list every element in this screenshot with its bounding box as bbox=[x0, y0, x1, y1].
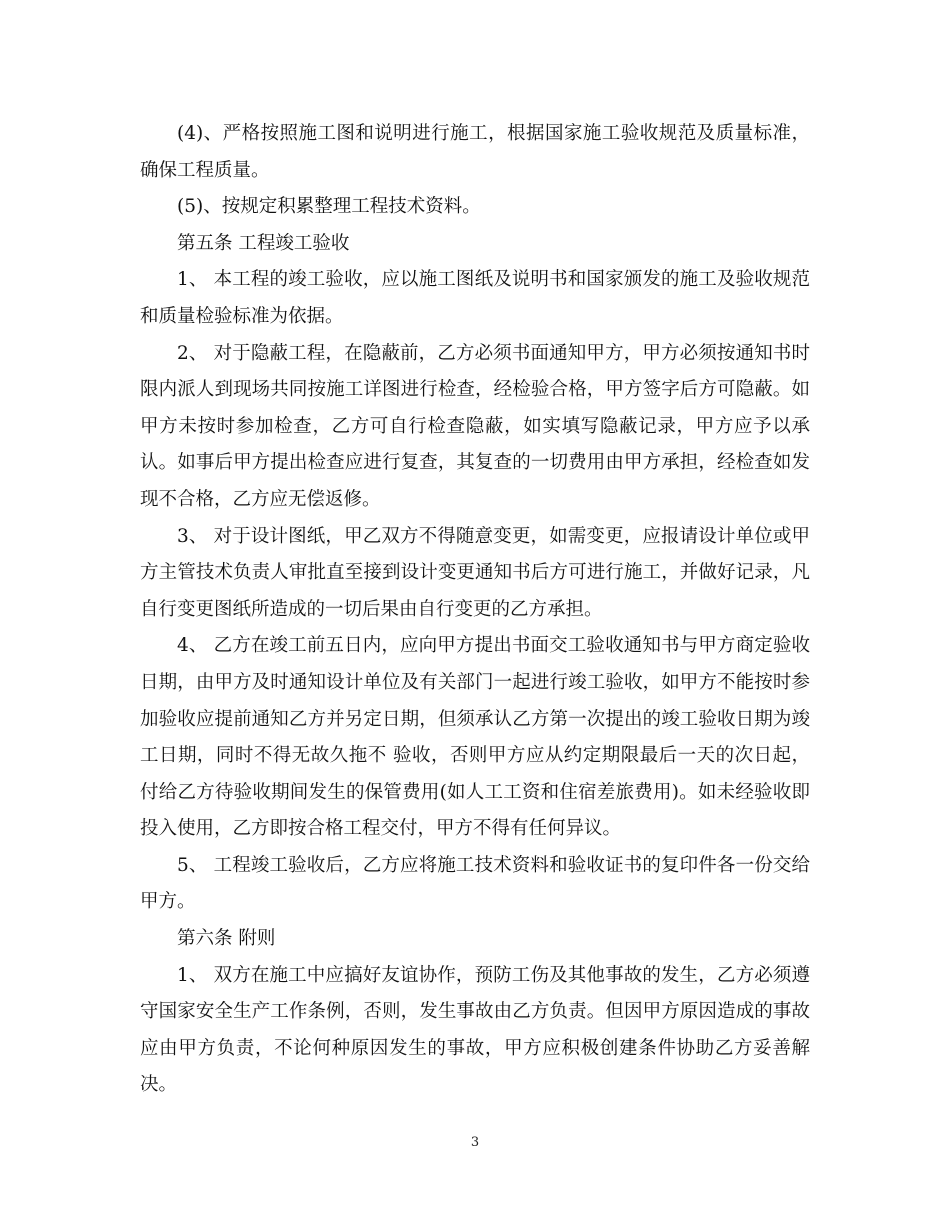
paragraph-technical-documents: 5、 工程竣工验收后，乙方应将施工技术资料和验收证书的复印件各一份交给甲方。 bbox=[140, 854, 810, 913]
section-heading-article-5: 第五条 工程竣工验收 bbox=[177, 232, 350, 254]
paragraph-concealed-works: 2、 对于隐蔽工程，在隐蔽前，乙方必须书面通知甲方，甲方必须按通知书时限内派人到现场共同按施工详图进行检查，经检验合格，甲方签字后方可隐蔽。如甲方未按时参加检查，乙方可自行检查隐蔽，如实填写隐蔽记录，甲方应予以承认。如事后甲方提出检查应进行复查，其复查的一切费用由甲方承担，经检查如发现不合格，乙方应无偿返修。 bbox=[140, 342, 810, 510]
paragraph-completion-notice: 4、 乙方在竣工前五日内，应向甲方提出书面交工验收通知书与甲方商定验收日期，由甲方及时通知设计单位及有关部门一起进行竣工验收，如甲方不能按时参加验收应提前通知乙方并另定日期，但须承认乙方第一次提出的竣工验收日期为竣工日期，同时不得无故久拖不 验收，否则甲方应从约定期限最后一天的次日起，付给乙方待验收期间发生的保管费用(如人工工资和住宿差旅费用)。如未经验收即投入使用，乙方即按合格工程交付，甲方不得有任何异议。 bbox=[140, 635, 810, 840]
paragraph-acceptance-basis: 1、 本工程的竣工验收，应以施工图纸及说明书和国家颁发的施工及验收规范和质量检验标准为依据。 bbox=[140, 269, 810, 327]
paragraph-safety-cooperation: 1、 双方在施工中应搞好友谊协作，预防工伤及其他事故的发生，乙方必须遵守国家安全生产工作条例，否则，发生事故由乙方负责。但因甲方原因造成的事故应由甲方负责，不论何种原因发生的事故，甲方应积极创建条件协助乙方妥善解决。 bbox=[140, 964, 810, 1096]
paragraph-item-5: (5)、按规定积累整理工程技术资料。 bbox=[177, 196, 481, 218]
document-body bbox=[140, 116, 810, 1104]
paragraph-design-changes: 3、 对于设计图纸，甲乙双方不得随意变更，如需变更，应报请设计单位或甲方主管技术负责人审批直至接到设计变更通知书后方可进行施工，并做好记录，凡自行变更图纸所造成的一切后果由自行变更的乙方承担。 bbox=[140, 525, 810, 620]
paragraph-item-4: (4)、严格按照施工图和说明进行施工，根据国家施工验收规范及质量标准，确保工程质量。 bbox=[140, 123, 810, 181]
section-heading-article-6: 第六条 附则 bbox=[177, 928, 276, 950]
page-number: 3 bbox=[470, 1135, 480, 1150]
